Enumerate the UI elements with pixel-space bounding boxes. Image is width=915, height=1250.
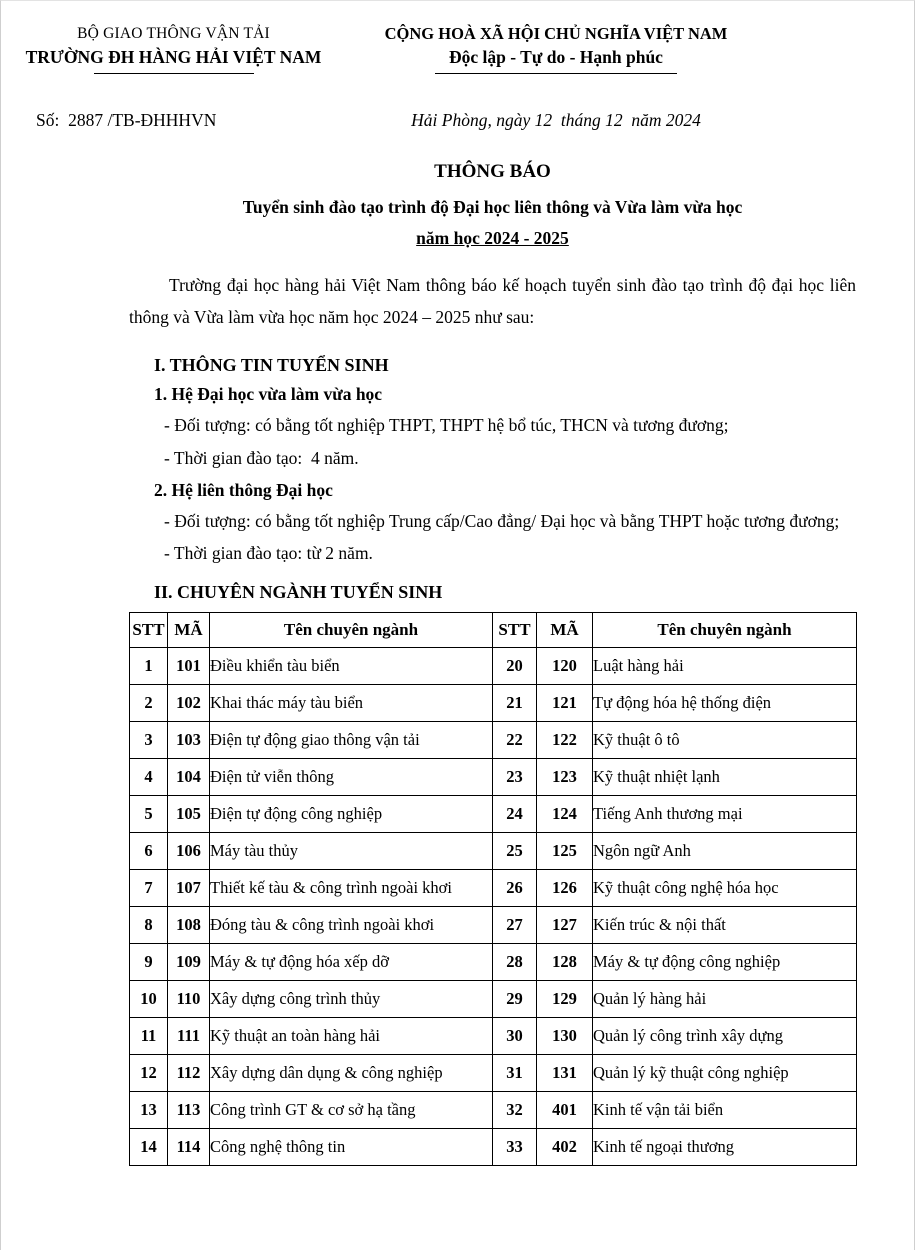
major-name-cell: Điện tự động giao thông vận tải: [210, 721, 493, 758]
major-name-cell: Máy & tự động hóa xếp dỡ: [210, 943, 493, 980]
stt-cell: 26: [493, 869, 537, 906]
code-cell: 108: [168, 906, 210, 943]
stt-cell: 31: [493, 1054, 537, 1091]
header-stt-left: STT: [130, 612, 168, 647]
section-2-heading: II. CHUYÊN NGÀNH TUYỂN SINH: [154, 581, 443, 602]
code-cell: 120: [537, 647, 593, 684]
national-motto-block: [352, 23, 760, 74]
code-cell: 129: [537, 980, 593, 1017]
stt-cell: 33: [493, 1128, 537, 1165]
table-row: [130, 1128, 857, 1165]
stt-cell: 27: [493, 906, 537, 943]
major-name-cell: Điều khiển tàu biển: [210, 647, 493, 684]
code-cell: 124: [537, 795, 593, 832]
reference-row: [1, 108, 914, 132]
stt-cell: 8: [130, 906, 168, 943]
table-row: [130, 1091, 857, 1128]
majors-table: [129, 612, 857, 1166]
major-name-cell: Kỹ thuật an toàn hàng hải: [210, 1017, 493, 1054]
major-name-cell: Luật hàng hải: [593, 647, 857, 684]
stt-cell: 5: [130, 795, 168, 832]
table-row: [130, 795, 857, 832]
major-name-cell: Công trình GT & cơ sở hạ tầng: [210, 1091, 493, 1128]
stt-cell: 32: [493, 1091, 537, 1128]
subsection-2-heading: 2. Hệ liên thông Đại học: [154, 479, 333, 500]
table-row: [130, 980, 857, 1017]
code-cell: 111: [168, 1017, 210, 1054]
code-cell: 103: [168, 721, 210, 758]
country-name: CỘNG HOÀ XÃ HỘI CHỦ NGHĨA VIỆT NAM: [384, 24, 728, 43]
title-block: [129, 158, 856, 251]
stt-cell: 12: [130, 1054, 168, 1091]
stt-cell: 22: [493, 721, 537, 758]
code-cell: 126: [537, 869, 593, 906]
table-row: [130, 869, 857, 906]
table-row: [130, 758, 857, 795]
code-cell: 125: [537, 832, 593, 869]
major-name-cell: Công nghệ thông tin: [210, 1128, 493, 1165]
bullet-target-lienthong: - Đối tượng: có bằng tốt nghiệp Trung cấp/Cao đẳng/ Đại học và bằng THPT hoặc tương đương;: [164, 510, 840, 531]
table-row: [130, 1054, 857, 1091]
header-right-rule: [435, 73, 677, 74]
code-cell: 401: [537, 1091, 593, 1128]
stt-cell: 6: [130, 832, 168, 869]
major-name-cell: Kỹ thuật công nghệ hóa học: [593, 869, 857, 906]
academic-year: năm học 2024 - 2025: [416, 228, 569, 248]
code-cell: 104: [168, 758, 210, 795]
header-major-left: Tên chuyên ngành: [210, 612, 493, 647]
section-1-heading: I. THÔNG TIN TUYỂN SINH: [154, 354, 389, 375]
major-name-cell: Tiếng Anh thương mại: [593, 795, 857, 832]
place-and-date: Hải Phòng, ngày 12 tháng 12 năm 2024: [411, 110, 701, 130]
code-cell: 101: [168, 647, 210, 684]
major-name-cell: Đóng tàu & công trình ngoài khơi: [210, 906, 493, 943]
major-name-cell: Xây dựng dân dụng & công nghiệp: [210, 1054, 493, 1091]
major-name-cell: Kinh tế ngoại thương: [593, 1128, 857, 1165]
header-code-left: MÃ: [168, 612, 210, 647]
major-name-cell: Thiết kế tàu & công trình ngoài khơi: [210, 869, 493, 906]
code-cell: 112: [168, 1054, 210, 1091]
major-name-cell: Khai thác máy tàu biển: [210, 684, 493, 721]
table-row: [130, 684, 857, 721]
major-name-cell: Kinh tế vận tải biển: [593, 1091, 857, 1128]
code-cell: 102: [168, 684, 210, 721]
code-cell: 123: [537, 758, 593, 795]
document-title: THÔNG BÁO: [434, 161, 551, 182]
major-name-cell: Máy & tự động công nghiệp: [593, 943, 857, 980]
major-name-cell: Xây dựng công trình thủy: [210, 980, 493, 1017]
major-name-cell: Tự động hóa hệ thống điện: [593, 684, 857, 721]
table-row: [130, 832, 857, 869]
ministry-name: BỘ GIAO THÔNG VẬN TẢI: [77, 25, 270, 42]
document-subtitle: Tuyển sinh đào tạo trình độ Đại học liên thông và Vừa làm vừa học: [242, 197, 743, 217]
stt-cell: 13: [130, 1091, 168, 1128]
header-major-right: Tên chuyên ngành: [593, 612, 857, 647]
national-motto: Độc lập - Tự do - Hạnh phúc: [449, 47, 663, 67]
code-cell: 130: [537, 1017, 593, 1054]
major-name-cell: Quản lý kỹ thuật công nghiệp: [593, 1054, 857, 1091]
code-cell: 402: [537, 1128, 593, 1165]
table-row: [130, 721, 857, 758]
stt-cell: 28: [493, 943, 537, 980]
table-row: [130, 1017, 857, 1054]
header-left-rule: [94, 73, 254, 74]
code-cell: 110: [168, 980, 210, 1017]
code-cell: 114: [168, 1128, 210, 1165]
major-name-cell: Ngôn ngữ Anh: [593, 832, 857, 869]
stt-cell: 1: [130, 647, 168, 684]
stt-cell: 11: [130, 1017, 168, 1054]
bullet-duration-vlvh: - Thời gian đào tạo: 4 năm.: [164, 447, 359, 468]
stt-cell: 2: [130, 684, 168, 721]
stt-cell: 7: [130, 869, 168, 906]
stt-cell: 24: [493, 795, 537, 832]
stt-cell: 9: [130, 943, 168, 980]
majors-table-body: [130, 647, 857, 1165]
bullet-target-vlvh: - Đối tượng: có bằng tốt nghiệp THPT, THPT hệ bổ túc, THCN và tương đương;: [164, 414, 729, 435]
code-cell: 107: [168, 869, 210, 906]
stt-cell: 14: [130, 1128, 168, 1165]
major-name-cell: Điện tử viễn thông: [210, 758, 493, 795]
subsection-1-heading: 1. Hệ Đại học vừa làm vừa học: [154, 383, 383, 404]
stt-cell: 10: [130, 980, 168, 1017]
stt-cell: 21: [493, 684, 537, 721]
table-row: [130, 906, 857, 943]
university-name: TRƯỜNG ĐH HÀNG HẢI VIỆT NAM: [25, 47, 322, 67]
major-name-cell: Quản lý hàng hải: [593, 980, 857, 1017]
national-header: [1, 1, 914, 74]
code-cell: 122: [537, 721, 593, 758]
stt-cell: 20: [493, 647, 537, 684]
major-name-cell: Kiến trúc & nội thất: [593, 906, 857, 943]
stt-cell: 30: [493, 1017, 537, 1054]
code-cell: 128: [537, 943, 593, 980]
stt-cell: 4: [130, 758, 168, 795]
stt-cell: 29: [493, 980, 537, 1017]
stt-cell: 25: [493, 832, 537, 869]
issuing-agency-block: [1, 23, 346, 74]
header-stt-right: STT: [493, 612, 537, 647]
table-header-row: [130, 612, 857, 647]
major-name-cell: Kỹ thuật nhiệt lạnh: [593, 758, 857, 795]
table-row: [130, 647, 857, 684]
major-name-cell: Quản lý công trình xây dựng: [593, 1017, 857, 1054]
major-name-cell: Điện tự động công nghiệp: [210, 795, 493, 832]
intro-paragraph: Trường đại học hàng hải Việt Nam thông báo kế hoạch tuyển sinh đào tạo trình độ đại học liên thông và Vừa làm vừa học năm học 2024 – 2025 như sau:: [129, 275, 856, 327]
major-name-cell: Kỹ thuật ô tô: [593, 721, 857, 758]
code-cell: 121: [537, 684, 593, 721]
stt-cell: 3: [130, 721, 168, 758]
header-code-right: MÃ: [537, 612, 593, 647]
document-content: [129, 158, 856, 1166]
code-cell: 105: [168, 795, 210, 832]
code-cell: 106: [168, 832, 210, 869]
code-cell: 109: [168, 943, 210, 980]
majors-table-head: [130, 612, 857, 647]
document-number: Số: 2887 /TB-ĐHHHVN: [36, 110, 217, 130]
major-name-cell: Máy tàu thủy: [210, 832, 493, 869]
table-row: [130, 943, 857, 980]
code-cell: 113: [168, 1091, 210, 1128]
bullet-duration-lienthong: - Thời gian đào tạo: từ 2 năm.: [164, 542, 373, 563]
code-cell: 131: [537, 1054, 593, 1091]
code-cell: 127: [537, 906, 593, 943]
stt-cell: 23: [493, 758, 537, 795]
